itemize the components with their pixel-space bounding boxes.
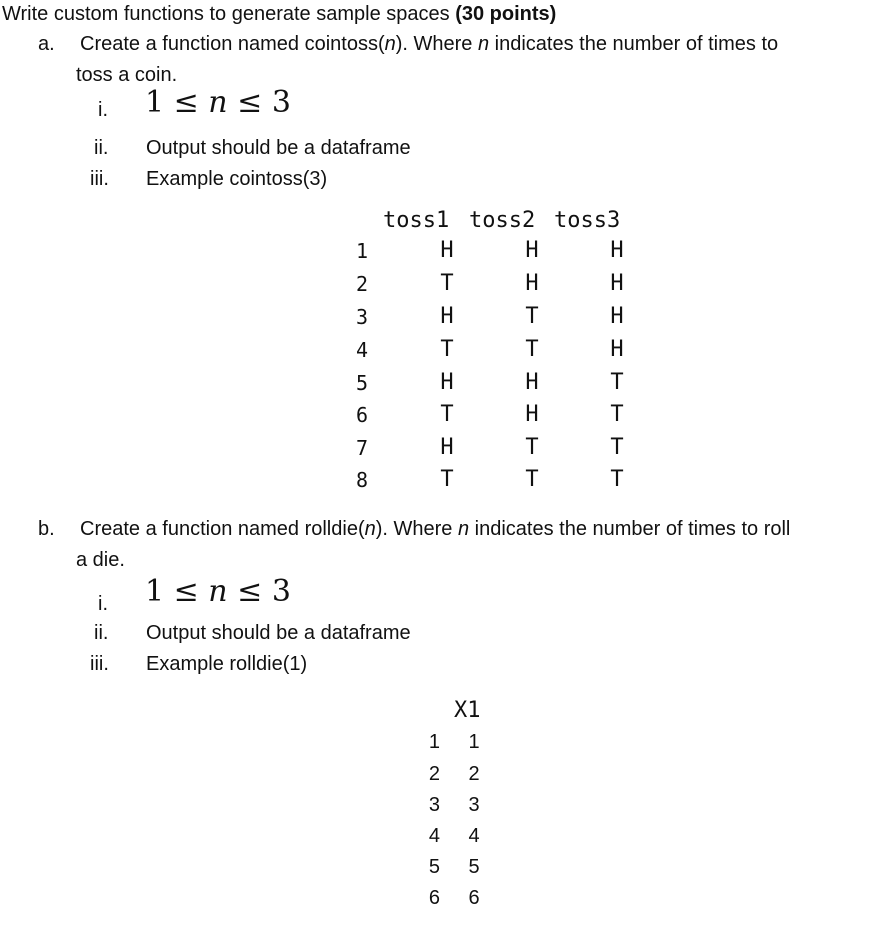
part-b-line1: Create a function named rolldie(n). Where n indicates the number of times to roll: [80, 518, 791, 540]
heading-text: Write custom functions to generate sample spaces: [2, 3, 456, 25]
part-a-marker: a.: [38, 33, 55, 55]
part-a-item-iii-text: Example cointoss(3): [146, 168, 328, 190]
part-b-marker: b.: [38, 518, 55, 540]
table-header-x1: X1: [454, 698, 481, 723]
part-b-line2: a die.: [76, 549, 125, 571]
part-b-item-ii-text: Output should be a dataframe: [146, 622, 411, 644]
assignment-heading: [2, 2, 556, 26]
table-header-toss1: toss1: [383, 208, 450, 233]
part-a-line1: Create a function named cointoss(n). Where n indicates the number of times to: [80, 33, 779, 55]
part-b-item-iii-text: Example rolldie(1): [146, 653, 308, 675]
table-header-toss2: toss2: [469, 208, 536, 233]
heading-points: (30 points): [455, 3, 557, 25]
part-b-item-ii-marker: ii.: [94, 622, 109, 644]
part-b-item-iii-marker: iii.: [90, 653, 109, 675]
part-a-item-i-marker: i.: [98, 99, 108, 121]
part-a-item-ii-text: Output should be a dataframe: [146, 137, 411, 159]
part-a-item-i-math: 1 ≤ n ≤ 3: [145, 85, 291, 120]
table-header-toss3: toss3: [554, 208, 621, 233]
part-a-item-iii-marker: iii.: [90, 168, 109, 190]
part-a-line2: toss a coin.: [76, 64, 178, 86]
part-b-item-i-math: 1 ≤ n ≤ 3: [145, 574, 291, 609]
part-a-item-ii-marker: ii.: [94, 137, 109, 159]
part-b-item-i-marker: i.: [98, 593, 108, 615]
